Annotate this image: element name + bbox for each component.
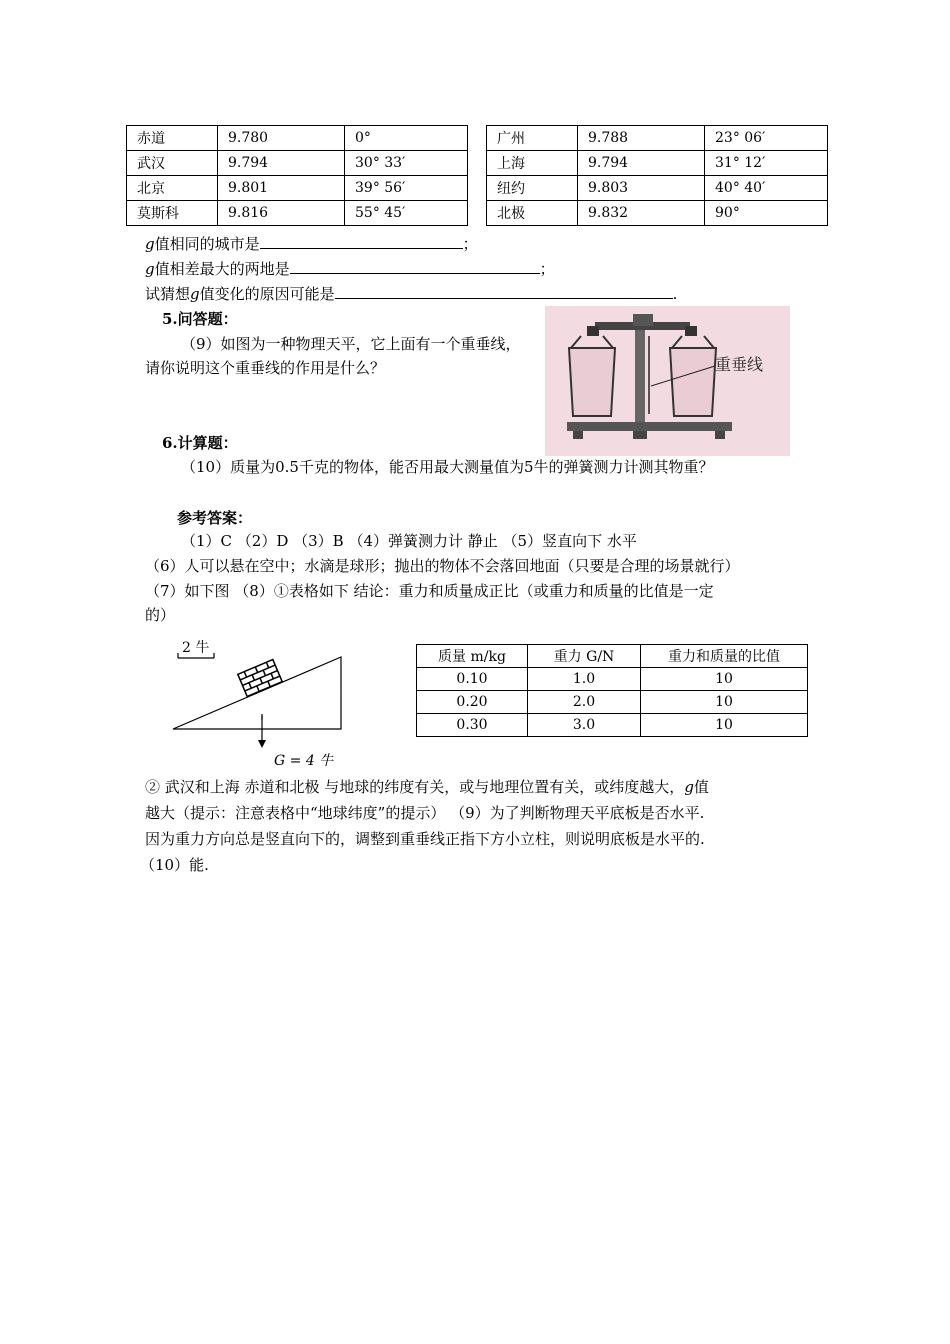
cell-g: 9.816 [218, 201, 345, 226]
table-row [417, 714, 808, 737]
incline-diagram [168, 636, 358, 776]
brick-block [238, 660, 282, 697]
section6-heading: 6.计算题： [162, 434, 238, 452]
cell-g: 9.794 [578, 151, 705, 176]
answer-line-8: （10）能. [140, 856, 209, 874]
q10-text: （10）质量为0.5千克的物体，能否用最大测量值为5牛的弹簧测力计测其物重？ [181, 458, 714, 476]
weight-label: G = 4 牛 [274, 753, 334, 769]
fill-q3: 试猜想g值变化的原因可能是 . [145, 285, 678, 303]
table-gap [468, 126, 487, 151]
fill-q1: g值相同的城市是 ； [145, 235, 478, 253]
header-cell: 质量 m/kg [417, 645, 528, 668]
cell-city: 北极 [487, 201, 578, 226]
cell-city: 纽约 [487, 176, 578, 201]
balance-illustration [545, 306, 790, 456]
table-row [127, 176, 828, 201]
table-cell: 0.10 [417, 668, 528, 691]
table-cell: 3.0 [528, 714, 641, 737]
fill-q2: g值相差最大的两地是 ； [145, 260, 555, 278]
cell-city: 赤道 [127, 126, 218, 151]
cell-g: 9.788 [578, 126, 705, 151]
table-cell: 10 [641, 668, 808, 691]
cell-g: 9.832 [578, 201, 705, 226]
section5-heading: 5.问答题： [162, 310, 238, 328]
cell-lat: 31° 12′ [705, 151, 828, 176]
header-cell: 重力和质量的比值 [641, 645, 808, 668]
cell-lat: 30° 33′ [345, 151, 468, 176]
table-row [127, 201, 828, 226]
cell-city: 武汉 [127, 151, 218, 176]
table-gap [468, 176, 487, 201]
answer-line-6: 越大（提示：注意表格中“地球纬度”的提示） （9）为了判断物理天平底板是否水平. [145, 804, 705, 822]
table-cell: 2.0 [528, 691, 641, 714]
header-cell: 重力 G/N [528, 645, 641, 668]
answer-line-7: 因为重力方向总是竖直向下的，调整到重垂线正指下方小立柱，则说明底板是水平的. [145, 830, 705, 848]
cell-lat: 39° 56′ [345, 176, 468, 201]
cell-g: 9.801 [218, 176, 345, 201]
answers-heading: 参考答案： [177, 509, 253, 527]
cell-g: 9.803 [578, 176, 705, 201]
cell-g: 9.780 [218, 126, 345, 151]
answer-blank[interactable] [260, 234, 463, 249]
cell-city: 广州 [487, 126, 578, 151]
q9-line2: 请你说明这个重垂线的作用是什么？ [145, 359, 386, 377]
table-cell: 10 [641, 714, 808, 737]
table-row [127, 126, 828, 151]
cell-city: 北京 [127, 176, 218, 201]
answer-line-2: （6）人可以悬在空中；水滴是球形；抛出的物体不会落回地面（只要是合理的场景就行） [145, 557, 740, 575]
plumb-line-label: 重垂线 [715, 355, 764, 374]
cell-lat: 55° 45′ [345, 201, 468, 226]
answer-line-5: ② 武汉和上海 赤道和北极 与地球的纬度有关，或与地理位置有关，或纬度越大，g值 [145, 778, 709, 796]
table-cell: 1.0 [528, 668, 641, 691]
answer-line-4: 的） [145, 606, 176, 624]
table-cell: 10 [641, 691, 808, 714]
cell-g: 9.794 [218, 151, 345, 176]
mass-weight-table [416, 644, 808, 737]
table-gap [468, 151, 487, 176]
table-row [127, 151, 828, 176]
answer-blank[interactable] [290, 259, 540, 274]
cell-lat: 90° [705, 201, 828, 226]
answer-line-1: （1）C （2）D （3）B （4）弹簧测力计 静止 （5）竖直向下 水平 [181, 532, 637, 550]
answer-line-3: （7）如下图 （8）①表格如下 结论：重力和质量成正比（或重力和质量的比值是一定 [145, 582, 714, 600]
cell-city: 上海 [487, 151, 578, 176]
answer-blank[interactable] [335, 284, 673, 299]
cell-lat: 23° 06′ [705, 126, 828, 151]
gravity-table [126, 125, 828, 226]
cell-lat: 0° [345, 126, 468, 151]
table-gap [468, 201, 487, 226]
scale-label: 2 牛 [182, 640, 210, 656]
cell-lat: 40° 40′ [705, 176, 828, 201]
cell-city: 莫斯科 [127, 201, 218, 226]
balance-image [545, 306, 790, 456]
q9-line1: （9）如图为一种物理天平，它上面有一个重垂线， [181, 335, 521, 353]
table-row [417, 691, 808, 714]
table-cell: 0.20 [417, 691, 528, 714]
table-row [417, 668, 808, 691]
table-cell: 0.30 [417, 714, 528, 737]
